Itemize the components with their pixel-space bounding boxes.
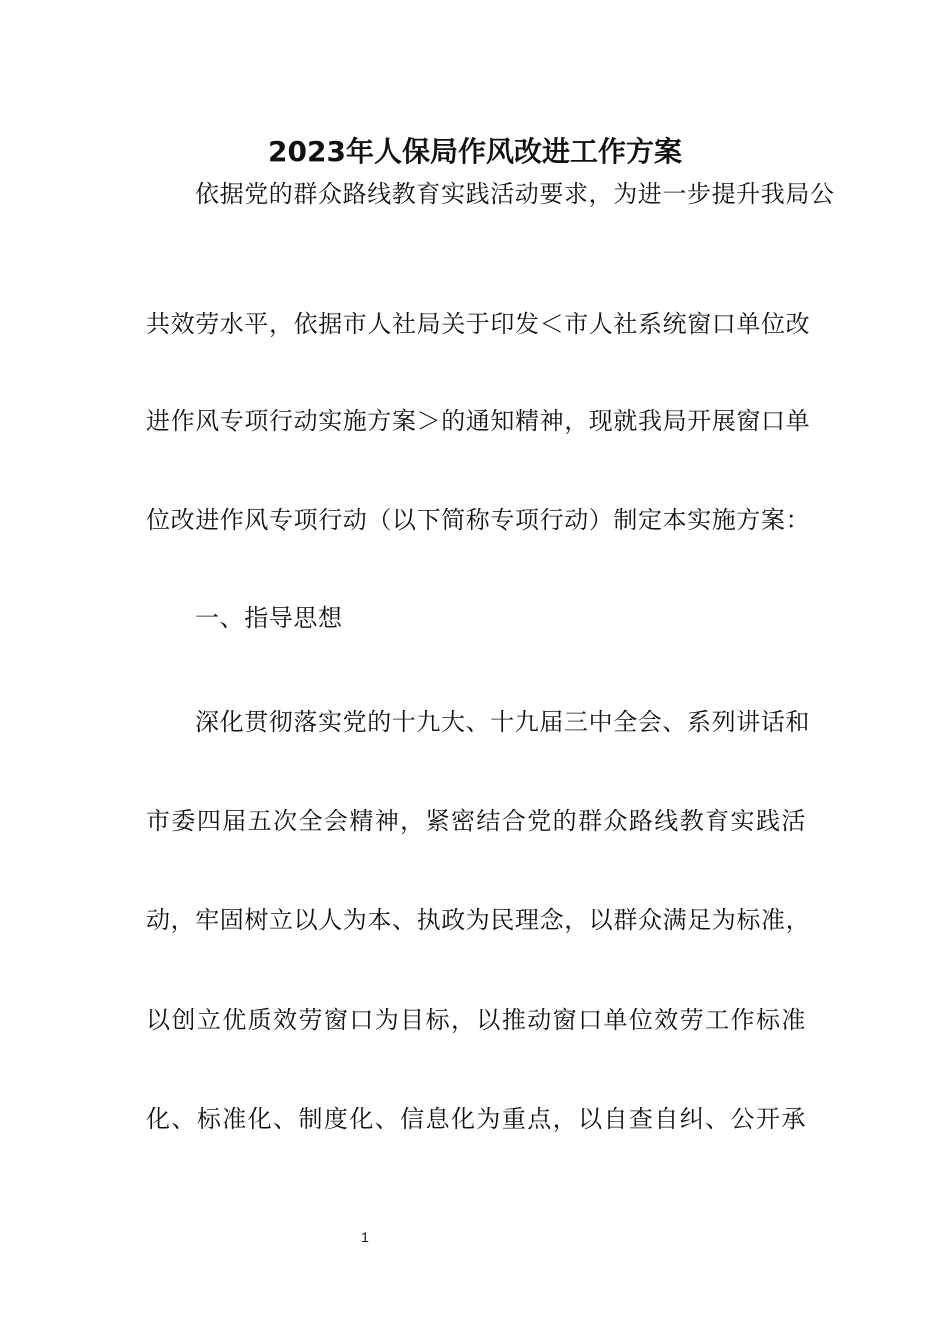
- paragraph-1-line-2: 共效劳水平，依据市人社局关于印发＜市人社系统窗口单位改: [146, 310, 811, 338]
- document-title: 2023年人保局作风改进工作方案: [268, 135, 682, 168]
- paragraph-1-line-4: 位改进作风专项行动（以下简称专项行动）制定本实施方案：: [146, 506, 811, 534]
- paragraph-2-line-4: 以创立优质效劳窗口为目标，以推动窗口单位效劳工作标准: [146, 1006, 806, 1034]
- paragraph-1-line-3: 进作风专项行动实施方案＞的通知精神，现就我局开展窗口单: [146, 407, 811, 435]
- paragraph-1-line-1: 依据党的群众路线教育实践活动要求，为进一步提升我局公: [195, 180, 835, 208]
- section-heading-guiding-ideology: 一、指导思想: [195, 604, 343, 632]
- paragraph-2-line-2: 市委四届五次全会精神，紧密结合党的群众路线教育实践活: [146, 807, 806, 835]
- paragraph-2-line-5: 化、标准化、制度化、信息化为重点，以自查自纠、公开承: [146, 1105, 806, 1133]
- page-number: 1: [361, 1229, 369, 1245]
- paragraph-2-line-3: 动，牢固树立以人为本、执政为民理念，以群众满足为标准，: [146, 906, 811, 934]
- paragraph-2-line-1: 深化贯彻落实党的十九大、十九届三中全会、系列讲话和: [195, 708, 810, 736]
